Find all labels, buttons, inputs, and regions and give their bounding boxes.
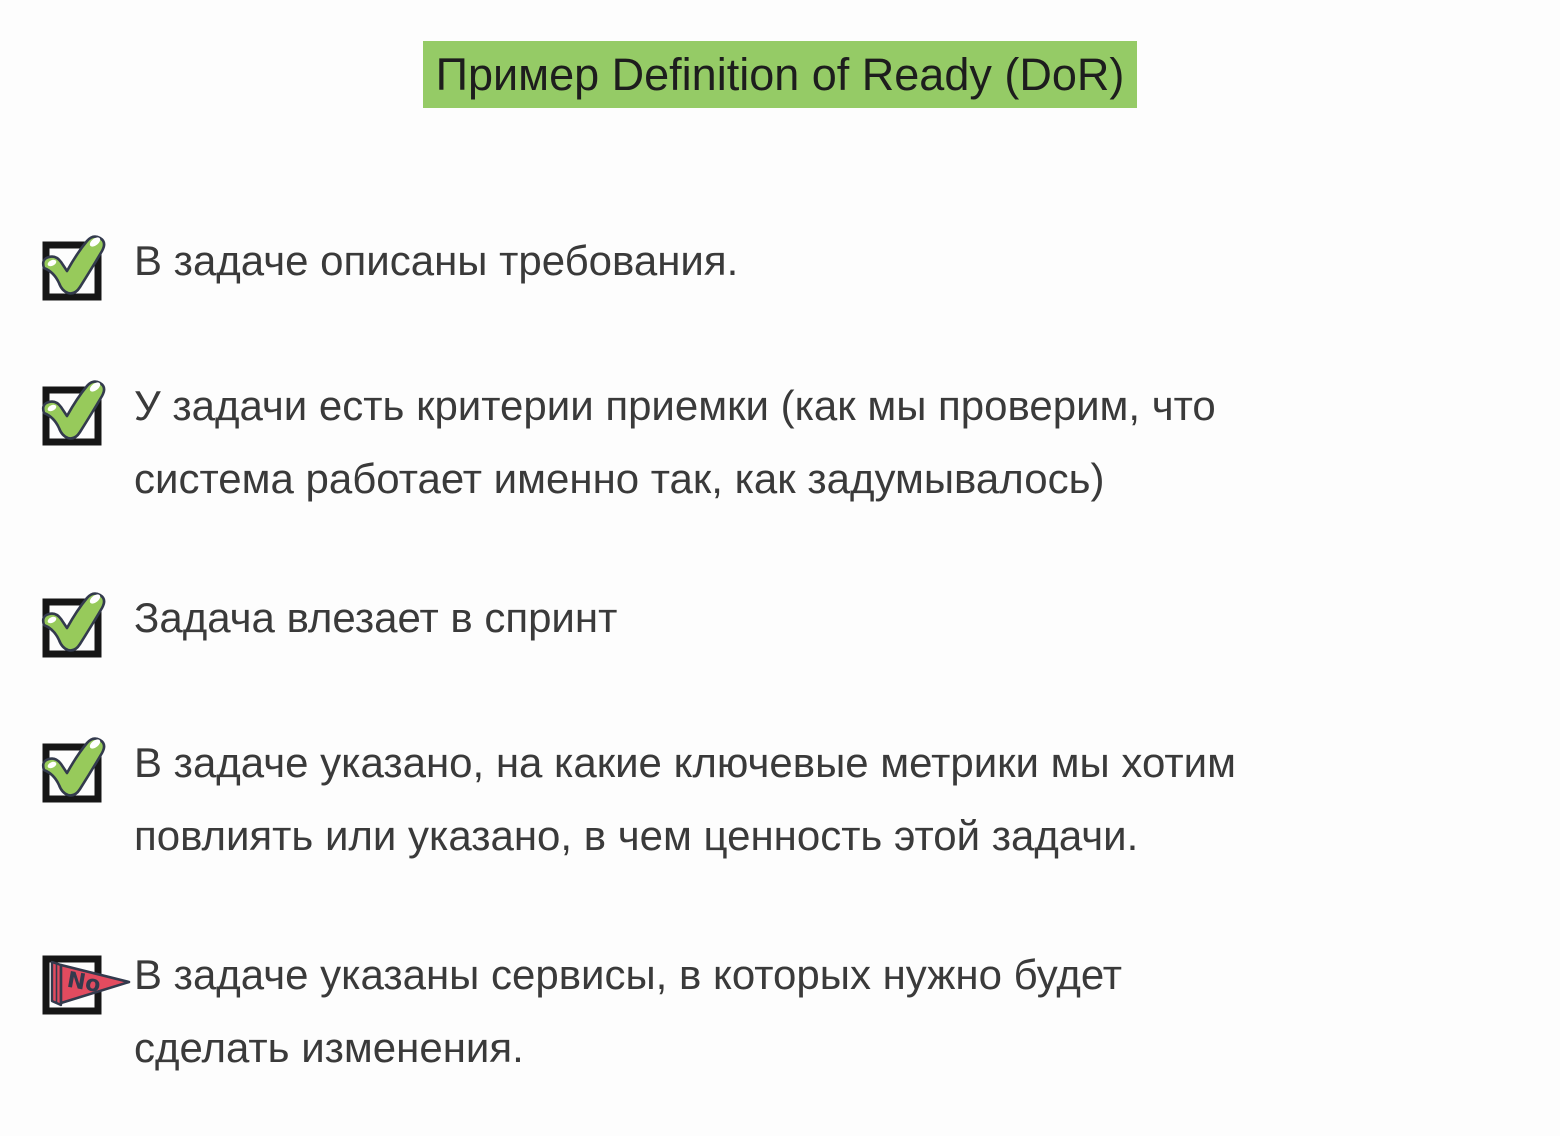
checklist-item [36,581,1530,660]
checklist-item-text-line: В задаче указано, на какие ключевые метрики мы хотим [134,739,1236,786]
no-flag-icon [36,939,136,1017]
checklist-item [36,938,1530,1084]
checklist-item [36,726,1530,872]
checked-checkbox-icon [36,582,112,660]
no-flag-label: No [65,967,103,999]
checklist-item-text-line: повлиять или указано, в чем ценность этой задачи. [134,812,1139,859]
checklist-item-text [134,726,1236,872]
checklist-item-text-line: система работает именно так, как задумывалось) [134,455,1105,502]
checklist-item-text-line: Задача влезает в спринт [134,594,618,641]
page-title: Пример Definition of Ready (DoR) [423,41,1138,108]
checklist-item-text [134,224,738,297]
checklist-item-text-line: В задаче указаны сервисы, в которых нужно будет [134,951,1123,998]
checklist-item-text [134,369,1216,515]
checklist [0,224,1560,1084]
checklist-item-text-line: У задачи есть критерии приемки (как мы проверим, что [134,382,1216,429]
checked-checkbox-icon [36,370,112,448]
checklist-item-text-line: В задаче описаны требования. [134,237,739,284]
checklist-item [36,369,1530,515]
checklist-item-text [134,938,1122,1084]
checked-checkbox-icon [36,727,112,805]
checklist-item [36,224,1530,303]
title-row [0,0,1560,108]
checklist-item-text-line: сделать изменения. [134,1024,524,1071]
checked-checkbox-icon [36,225,112,303]
checklist-item-text [134,581,617,654]
